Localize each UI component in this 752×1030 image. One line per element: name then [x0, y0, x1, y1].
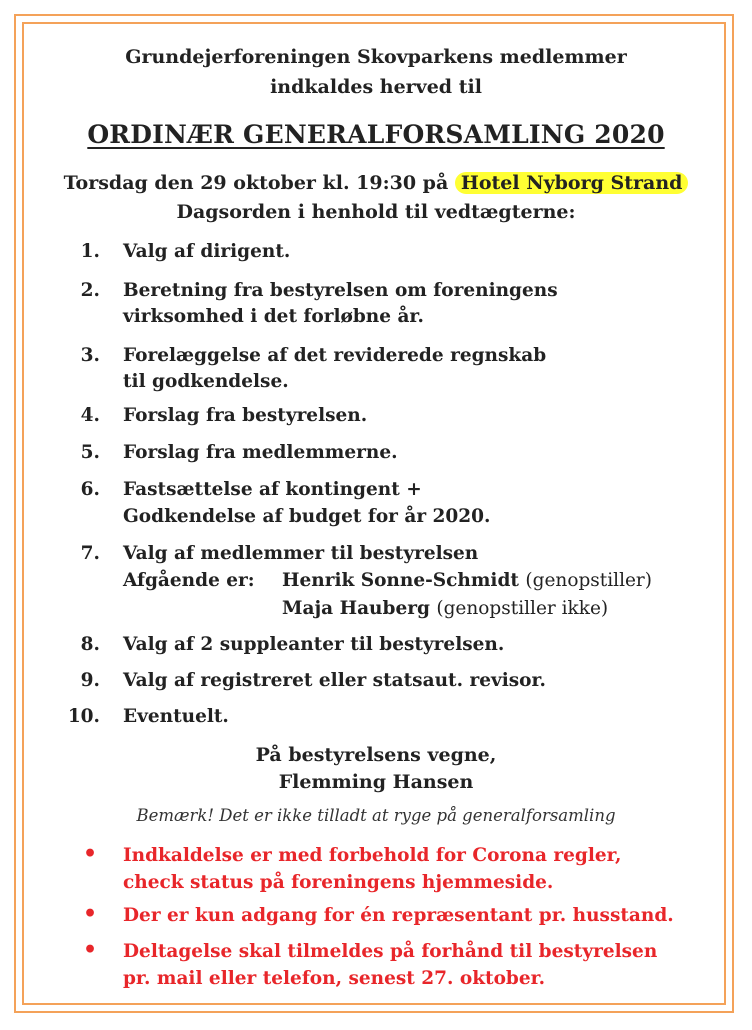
agenda-item-5: Forslag fra medlemmerne. [123, 442, 398, 463]
bullet-icon: • [83, 901, 98, 927]
member-name: Maja Hauberg [282, 598, 430, 619]
bullet-icon: • [83, 841, 98, 867]
intro-line-1: Grundejerforeningen Skovparkens medlemmer [125, 46, 627, 68]
agenda-item-10: Eventuelt. [123, 706, 229, 727]
smoking-note: Bemærk! Det er ikke tilladt at ryge på generalforsamling [136, 806, 616, 825]
registration-notice-line-1: Deltagelse skal tilmeldes på forhånd til bestyrelsen [123, 941, 658, 962]
agenda-number: 5. [80, 442, 100, 463]
agenda-number: 9. [80, 670, 100, 691]
retiring-member-2 [282, 598, 608, 619]
member-status: (genopstiller ikke) [436, 598, 609, 619]
agenda-number: 10. [67, 706, 100, 727]
page-title: ORDINÆR GENERALFORSAMLING 2020 [87, 120, 665, 149]
agenda-number: 6. [80, 479, 100, 500]
corona-notice-line-2: check status på foreningens hjemmeside. [123, 872, 554, 893]
agenda-item-3-line-1: Forelæggelse af det reviderede regnskab [123, 345, 547, 366]
corona-notice-line-1: Indkaldelse er med forbehold for Corona regler, [123, 845, 622, 866]
member-name: Henrik Sonne-Schmidt [282, 570, 519, 591]
household-notice: Der er kun adgang for én repræsentant pr. husstand. [123, 905, 674, 926]
agenda-item-1: Valg af dirigent. [123, 241, 291, 262]
member-status: (genopstiller) [525, 570, 652, 591]
meeting-venue: Hotel Nyborg Strand [455, 172, 689, 194]
agenda-item-2-line-1: Beretning fra bestyrelsen om foreningens [123, 280, 558, 301]
agenda-heading: Dagsorden i henhold til vedtægterne: [176, 201, 576, 223]
agenda-item-2-line-2: virksomhed i det forløbne år. [123, 306, 424, 327]
meeting-when: Torsdag den 29 oktober kl. 19:30 på [63, 172, 449, 194]
agenda-number: 3. [80, 345, 100, 366]
agenda-item-6-line-2: Godkendelse af budget for år 2020. [123, 506, 491, 527]
agenda-item-9: Valg af registreret eller statsaut. revisor. [123, 670, 546, 691]
agenda-item-4: Forslag fra bestyrelsen. [123, 405, 368, 426]
registration-notice-line-2: pr. mail eller telefon, senest 27. oktober. [123, 968, 546, 989]
bullet-icon: • [83, 937, 98, 963]
agenda-number: 7. [80, 543, 100, 564]
meeting-line [0, 172, 752, 194]
agenda-item-7: Valg af medlemmer til bestyrelsen [123, 543, 479, 564]
signature-line-1: På bestyrelsens vegne, [255, 744, 497, 766]
signature-name: Flemming Hansen [278, 771, 474, 793]
intro-line-2: indkaldes herved til [270, 76, 482, 98]
agenda-item-6-line-1: Fastsættelse af kontingent + [123, 479, 422, 500]
agenda-number: 2. [80, 280, 100, 301]
retiring-label: Afgående er: [123, 570, 255, 591]
agenda-number: 8. [80, 634, 100, 655]
agenda-number: 4. [80, 405, 100, 426]
agenda-item-3-line-2: til godkendelse. [123, 371, 289, 392]
retiring-member-1 [282, 570, 652, 591]
agenda-item-8: Valg af 2 suppleanter til bestyrelsen. [123, 634, 505, 655]
agenda-number: 1. [80, 241, 100, 262]
